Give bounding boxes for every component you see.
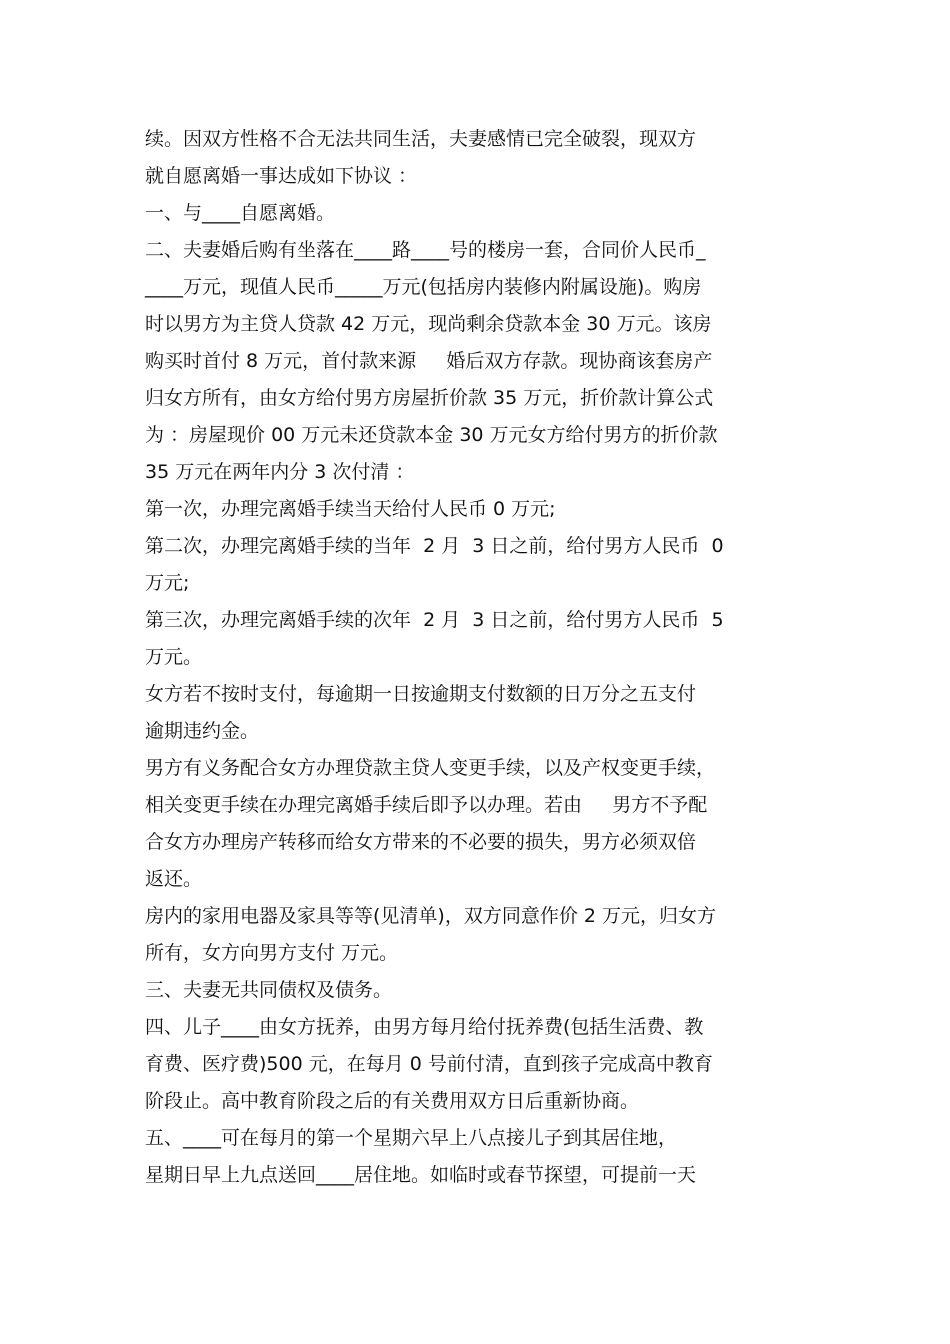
text-line-13: 万元;	[145, 572, 190, 594]
text-line-17: 逾期违约金。	[145, 720, 260, 742]
text-line-27: 阶段止。高中教育阶段之后的有关费用双方日后重新协商。	[145, 1090, 640, 1112]
text-line-1: 续。因双方性格不合无法共同生活，夫妻感情已完全破裂，现双方	[145, 128, 697, 150]
text-line-19: 相关变更手续在办理完离婚手续后即予以办理。若由 男方不予配	[145, 794, 708, 816]
text-line-15: 万元。	[145, 646, 203, 668]
text-line-20: 合女方办理房产转移而给女方带来的不必要的损失，男方必须双倍	[145, 831, 697, 853]
text-line-28: 五、____可在每月的第一个星期六早上八点接儿子到其居住地，	[145, 1127, 678, 1149]
text-line-18: 男方有义务配合女方办理贷款主贷人变更手续，以及产权变更手续，	[145, 757, 716, 779]
text-line-6: 时以男方为主贷人贷款 42 万元，现尚剩余贷款本金 30 万元。该房	[145, 313, 712, 335]
document-body	[145, 121, 815, 1194]
text-line-29: 星期日早上九点送回____居住地。如临时或春节探望，可提前一天	[145, 1164, 697, 1186]
text-line-21: 返还。	[145, 868, 203, 890]
text-line-24: 三、夫妻无共同债权及债务。	[145, 979, 393, 1001]
text-line-2: 就自愿离婚一事达成如下协议 ：	[145, 165, 418, 187]
text-line-16: 女方若不按时支付，每逾期一日按逾期支付数额的日万分之五支付	[145, 683, 697, 705]
text-line-5: ____万元，现值人民币_____万元(包括房内装修内附属设施)。购房	[145, 276, 702, 298]
text-line-3: 一、与____自愿离婚。	[145, 202, 336, 224]
text-line-14: 第三次，办理完离婚手续的次年 2 月 3 日之前，给付男方人民币 5	[145, 609, 724, 631]
text-line-23: 所有，女方向男方支付 万元。	[145, 942, 399, 964]
text-line-8: 归女方所有，由女方给付男方房屋折价款 35 万元，折价款计算公式	[145, 387, 714, 409]
text-line-4: 二、夫妻婚后购有坐落在____路____号的楼房一套，合同价人民币_	[145, 239, 706, 261]
text-line-10: 35 万元在两年内分 3 次付清 ：	[145, 461, 415, 483]
text-line-11: 第一次，办理完离婚手续当天给付人民币 0 万元;	[145, 498, 556, 520]
text-line-12: 第二次，办理完离婚手续的当年 2 月 3 日之前，给付男方人民币 0	[145, 535, 724, 557]
text-line-26: 育费、医疗费)500 元，在每月 0 号前付清，直到孩子完成高中教育	[145, 1053, 713, 1075]
text-line-25: 四、儿子____由女方抚养，由男方每月给付抚养费(包括生活费、教	[145, 1016, 704, 1038]
text-line-22: 房内的家用电器及家具等等(见清单)，双方同意作价 2 万元，归女方	[145, 905, 716, 927]
text-line-7: 购买时首付 8 万元，首付款来源 婚后双方存款。现协商该套房产	[145, 350, 713, 372]
text-line-9: 为 ：房屋现价 00 万元未还贷款本金 30 万元女方给付男方的折价款	[145, 424, 718, 446]
